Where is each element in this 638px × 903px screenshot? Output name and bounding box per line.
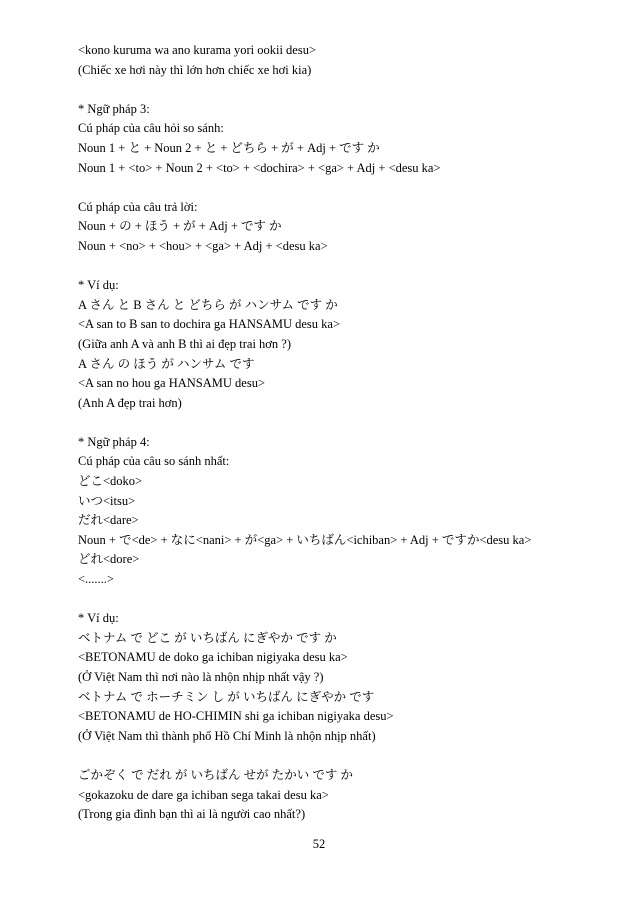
paragraph-gap [78,746,578,766]
paragraph-gap [78,257,578,277]
text-line: Noun + の + ほう + が + Adj + です か [78,219,282,234]
text-line: Cú pháp của câu trả lời: [78,199,198,214]
page-content [78,41,578,825]
text-line: <.......> [78,572,114,587]
text-line: Cú pháp của câu hỏi so sánh: [78,121,224,136]
text-line: (Anh A đẹp trai hơn) [78,395,182,410]
text-line: * Ngữ pháp 3: [78,101,150,116]
text-line: (Giữa anh A và anh B thì ai đẹp trai hơn ?) [78,336,291,351]
text-line: Noun 1 + と + Noun 2 + と + どちら + が + Adj + です か [78,140,380,155]
text-line: だれ<dare> [78,513,139,528]
paragraph-gap [78,590,578,610]
text-line: Cú pháp của câu so sánh nhất: [78,454,230,469]
text-line: ベトナム で ホーチミン し が いちばん にぎやか です [78,689,375,704]
text-line: <A san no hou ga HANSAMU desu> [78,376,266,391]
text-line: (Ở Việt Nam thì nơi nào là nhộn nhịp nhất vậy ?) [78,670,324,684]
text-line: <kono kuruma wa ano kurama yori ookii desu> [78,43,317,57]
text-line: Noun 1 + <to> + Noun 2 + <to> + <dochira> + <ga> + Adj + <desu ka> [78,160,441,175]
paragraph-gap [78,80,578,100]
text-line: * Ví dụ: [78,611,119,626]
paragraph-gap [78,413,578,433]
text-line: <BETONAMU de doko ga ichiban nigiyaka desu ka> [78,650,348,665]
text-line: <gokazoku de dare ga ichiban sega takai desu ka> [78,787,329,802]
text-line: Noun + で<de> + なに<nani> + が<ga> + いちばん<ichiban> + Adj + ですか<desu ka> [78,532,532,547]
text-line: (Chiếc xe hơi này thì lớn hơn chiếc xe hơi kia) [78,62,312,77]
text-line: ごかぞく で だれ が いちばん せが たかい です か [78,767,354,782]
text-line: (Trong gia đình bạn thì ai là người cao nhất?) [78,807,306,822]
text-line: (Ở Việt Nam thì thành phố Hồ Chí Minh là nhộn nhịp nhất) [78,728,376,743]
page-number: 52 [312,837,326,851]
text-line: どこ<doko> [78,474,143,489]
paragraph-gap [78,178,578,198]
text-line: * Ví dụ: [78,278,119,293]
text-line: Noun + <no> + <hou> + <ga> + Adj + <desu ka> [78,238,328,253]
text-line: A さん と B さん と どちら が ハンサム です か [78,297,338,312]
text-line: ベトナム で どこ が いちばん にぎやか です か [78,630,337,645]
text-line: * Ngữ pháp 4: [78,434,150,449]
text-line: どれ<dore> [78,552,140,567]
text-line: A さん の ほう が ハンサム です [78,356,255,371]
text-line: <BETONAMU de HO-CHIMIN shi ga ichiban nigiyaka desu> [78,709,394,724]
text-line: <A san to B san to dochira ga HANSAMU desu ka> [78,317,340,332]
text-line: いつ<itsu> [78,493,136,508]
